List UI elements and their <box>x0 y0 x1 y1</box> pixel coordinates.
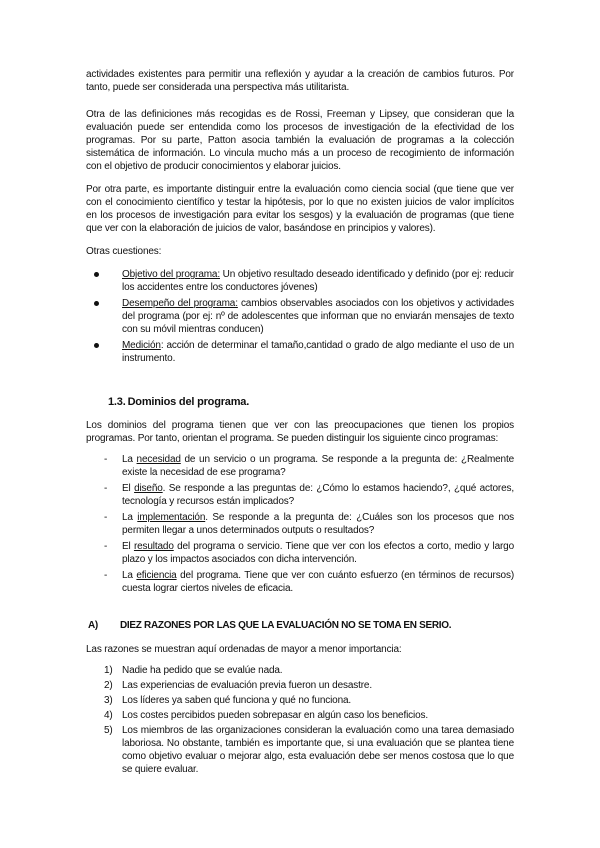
paragraph-ciencia-social: Por otra parte, es importante distinguir entre la evaluación como ciencia social (que tiene que ver con el conocimiento científico y testar la hipótesis, por lo que no existen juicios de valor implícitos en los procesos de investigación para evitar los sesgos) y la evaluación de programas (que tiene que ver con la elaboración de juicios de valor, basándose en principios y valores). <box>86 184 514 234</box>
razones-list <box>86 664 514 778</box>
dash-icon: - <box>104 483 108 494</box>
term: resultado <box>133 541 174 552</box>
list-item: 5) Los miembros de las organizaciones consideran la evaluación como una tarea demasiado laboriosa. No obstante, también es importante que, si una evaluación que se plantea tiene como objetivo evaluar o mejorar algo, esta evaluación debe ser menos costosa que lo que se quiere evaluar. <box>104 725 514 775</box>
list-item: Objetivo del programa: Un objetivo resultado deseado identificado y definido (por ej: reducir los accidentes entre los conductores jóvenes) <box>86 268 514 294</box>
list-item: - La implementación. Se responde a la pregunta de: ¿Cuáles son los procesos que nos permiten llegar a unos determinados outputs o resultados? <box>104 512 515 536</box>
section-heading-a: A) DIEZ RAZONES POR LAS QUE LA EVALUACIÓN NO SE TOMA EN SERIO. <box>88 620 452 631</box>
paragraph-rossi-patton: Otra de las definiciones más recogidas es de Rossi, Freeman y Lipsey, que consideran que la evaluación puede ser entendida como los procesos de investigación de la efectividad de los programas. Por su parte, Patton asocia también la evaluación de programas a la colección sistemática de información. Lo vincula mucho más a un proceso de recogimiento de información con el objetivo de producir conocimientos y elaborar juicios. <box>86 109 514 172</box>
dominios-list <box>86 453 514 598</box>
term: diseño <box>134 483 163 494</box>
list-item: 1) Nadie ha pedido que se evalúe nada. <box>104 665 283 676</box>
term: Desempeño del programa: <box>122 298 238 309</box>
dash-icon: - <box>104 512 108 523</box>
list-item: Desempeño del programa: cambios observables asociados con los objetivos y actividades del programa (por ej: nº de adolescentes que informan que no enviarán mensajes de texto con su móvil mientras conducen) <box>86 297 514 336</box>
bullet-icon <box>94 272 99 277</box>
list-item: 4) Los costes percibidos pueden sobrepasar en algún caso los beneficios. <box>104 710 428 721</box>
list-item: - La eficiencia del programa. Tiene que ver con cuánto esfuerzo (en términos de recursos) cuesta lograr ciertos niveles de eficacia. <box>104 570 514 594</box>
list-item: 2) Las experiencias de evaluación previa fueron un desastre. <box>104 680 372 691</box>
section-heading-1-3: 1.3. Dominios del programa. <box>108 396 250 408</box>
list-item: - El diseño. Se responde a las preguntas de: ¿Cómo lo estamos haciendo?, ¿qué actores, tecnología y recursos están implicados? <box>104 483 514 507</box>
term: implementación <box>137 512 206 523</box>
paragraph-intro-end: actividades existentes para permitir una reflexión y ayudar a la creación de cambios futuros. Por tanto, puede ser considerada una perspectiva más utilitarista. <box>86 69 514 93</box>
paragraph-dominios: Los dominios del programa tienen que ver con las preocupaciones que tienen los propios programas. Por tanto, orientan el programa. Se pueden distinguir los siguiente cinco programas: <box>86 420 514 444</box>
term: Medición <box>122 340 161 351</box>
list-item: Medición: acción de determinar el tamaño,cantidad o grado de algo mediante el uso de un instrumento. <box>86 339 514 365</box>
list-item: - La necesidad de un servicio o un programa. Se responde a la pregunta de: ¿Realmente existe la necesidad de ese programa? <box>104 454 514 478</box>
dash-icon: - <box>104 541 108 552</box>
term: Objetivo del programa: <box>122 269 220 280</box>
bullet-icon <box>94 301 99 306</box>
term: necesidad <box>136 454 181 465</box>
otras-cuestiones-label: Otras cuestiones: <box>86 246 162 257</box>
term: eficiencia <box>136 570 177 581</box>
list-item: - El resultado del programa o servicio. Tiene que ver con los efectos a corto, medio y largo plazo y los impactos asociados con dicha intervención. <box>104 541 514 565</box>
bullet-icon <box>94 343 99 348</box>
dash-icon: - <box>104 570 108 581</box>
list-item: 3) Los líderes ya saben qué funciona y qué no funciona. <box>104 695 352 706</box>
paragraph-razones: Las razones se muestran aquí ordenadas de mayor a menor importancia: <box>86 644 402 655</box>
dash-icon: - <box>104 454 108 465</box>
cuestiones-list <box>86 268 514 368</box>
